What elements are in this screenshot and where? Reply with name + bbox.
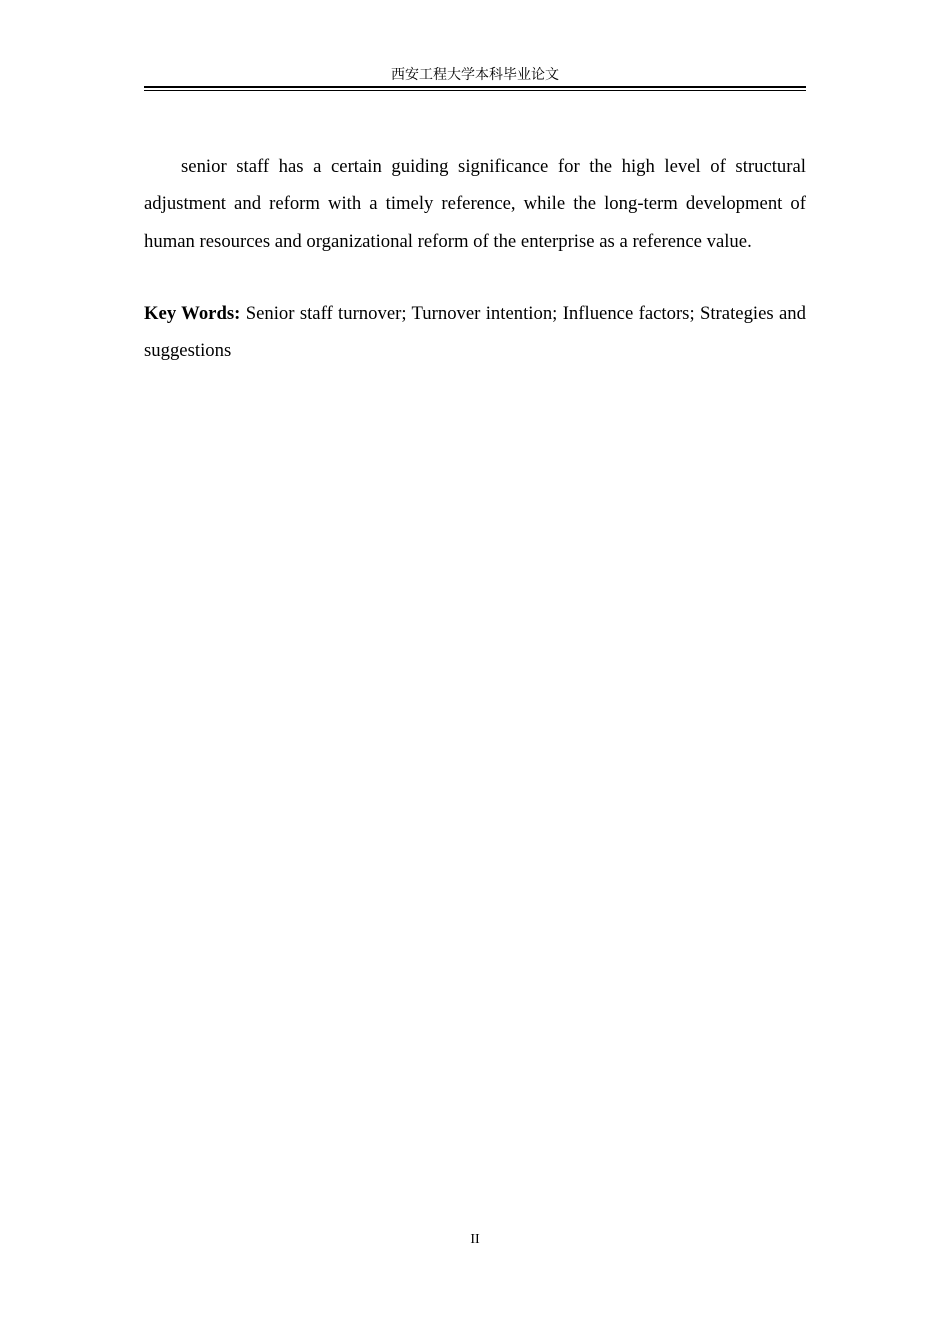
page-header: 西安工程大学本科毕业论文	[391, 67, 559, 83]
keywords-text: Senior staff turnover; Turnover intention; Influence factors; Strategies and suggestions	[144, 303, 806, 362]
keywords-label: Key Words:	[144, 303, 241, 324]
header-rule	[144, 86, 806, 91]
keywords-paragraph	[144, 295, 806, 370]
abstract-paragraph: senior staff has a certain guiding significance for the high level of structural adjustment and reform with a timely reference, while the long-term development of human resources and organizational reform of the enterprise as a reference value.	[144, 156, 806, 252]
page-number: II	[470, 1232, 480, 1247]
